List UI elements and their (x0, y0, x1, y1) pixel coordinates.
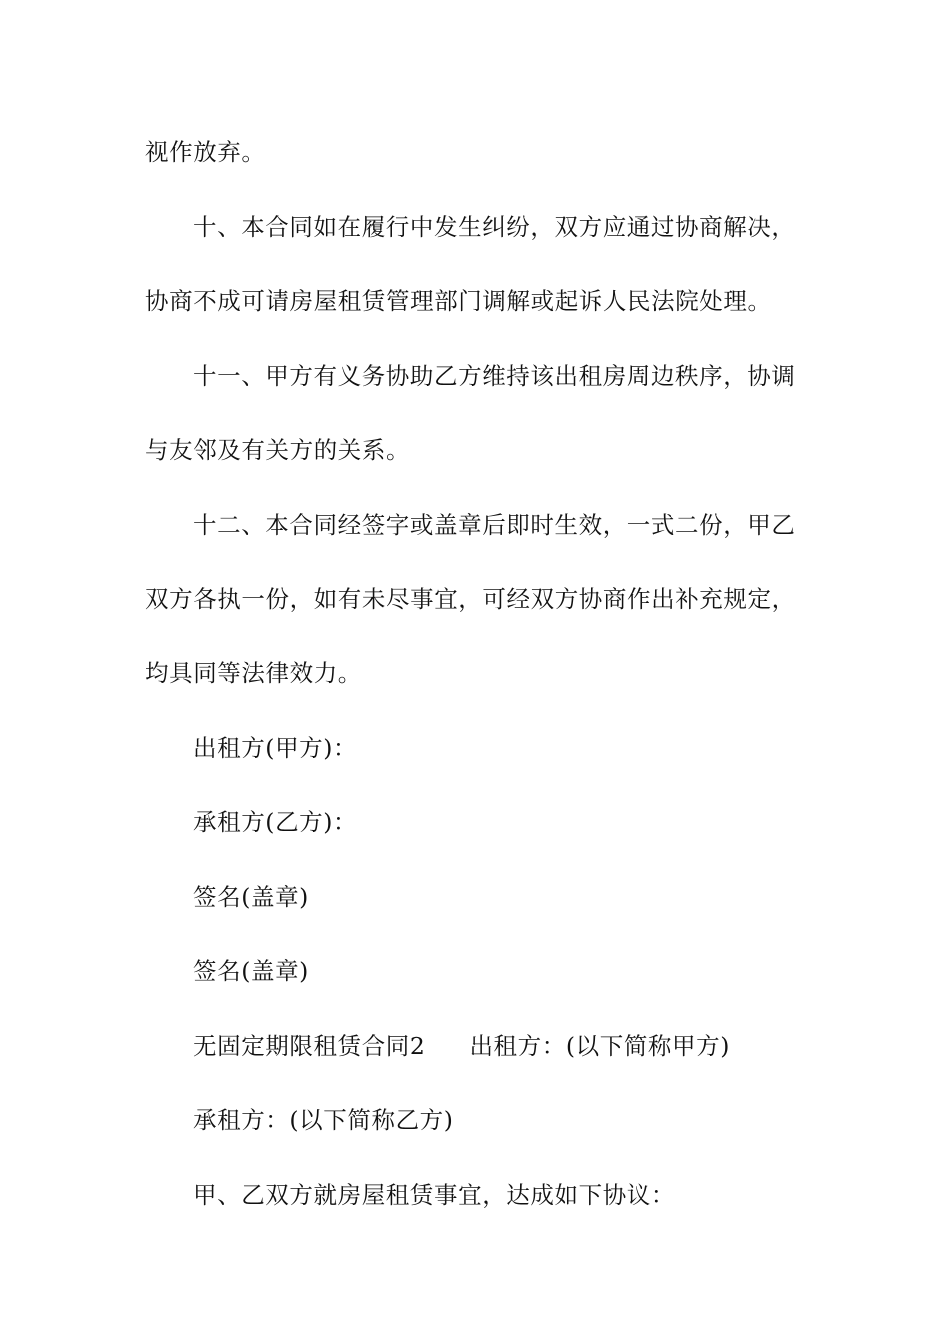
contract-two-lessee: 承租方：(以下简称乙方) (193, 1106, 454, 1134)
clause-ten-line-1: 十、本合同如在履行中发生纠纷，双方应通过协商解决， (193, 213, 796, 241)
contract-two-agreement-intro: 甲、乙双方就房屋租赁事宜，达成如下协议： (193, 1181, 675, 1209)
clause-twelve-line-3: 均具同等法律效力。 (145, 659, 362, 687)
lessee-label: 承租方(乙方)： (193, 808, 358, 836)
contract-two-heading-line (193, 1031, 863, 1061)
clause-ten-line-2: 协商不成可请房屋租赁管理部门调解或起诉人民法院处理。 (145, 287, 772, 315)
lessor-label: 出租方(甲方)： (193, 734, 358, 762)
contract-two-lessor: 出租方：(以下简称甲方) (469, 1032, 730, 1060)
contract-two-title: 无固定期限租赁合同2 (193, 1032, 426, 1060)
signature-label-lessor: 签名(盖章) (193, 883, 309, 911)
signature-label-lessee: 签名(盖章) (193, 957, 309, 985)
clause-twelve-line-1: 十二、本合同经签字或盖章后即时生效，一式二份，甲乙 (193, 511, 796, 539)
clause-twelve-line-2: 双方各执一份，如有未尽事宜，可经双方协商作出补充规定， (145, 585, 796, 613)
clause-eleven-line-1: 十一、甲方有义务协助乙方维持该出租房周边秩序，协调 (193, 362, 796, 390)
paragraph-line: 视作放弃。 (145, 138, 266, 166)
clause-eleven-line-2: 与友邻及有关方的关系。 (145, 436, 411, 464)
